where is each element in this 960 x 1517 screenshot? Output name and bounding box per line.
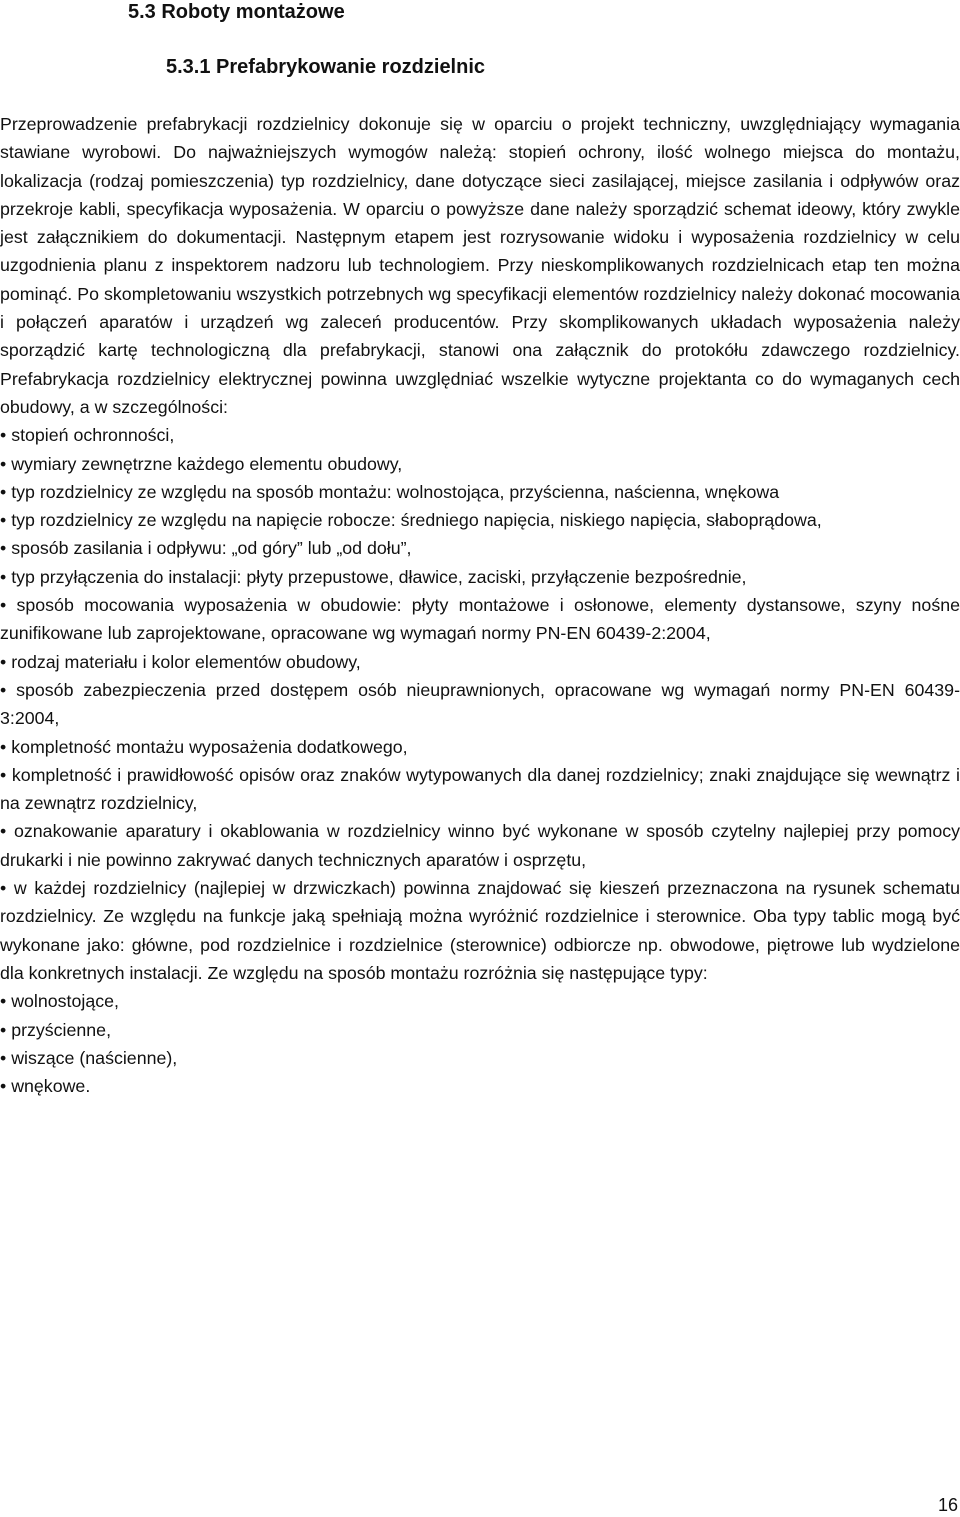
mounting-type-item-text: przyścienne,: [11, 1019, 112, 1040]
page-number: 16: [937, 1495, 958, 1515]
bullet-icon: •: [0, 1047, 7, 1068]
bullet-icon: •: [0, 481, 7, 502]
mounting-type-item: [0, 1016, 960, 1044]
mounting-type-item-text: wnękowe.: [11, 1076, 91, 1097]
requirement-item: [0, 534, 960, 562]
requirement-item-text: typ przyłączenia do instalacji: płyty przepustowe, dławice, zaciski, przyłączenie bezpośrednie,: [11, 566, 747, 587]
requirement-item: [0, 421, 960, 449]
mounting-type-item: [0, 1072, 960, 1100]
requirement-item: [0, 450, 960, 478]
requirement-item-text: wymiary zewnętrzne każdego elementu obudowy,: [11, 453, 403, 474]
requirement-item-text: kompletność montażu wyposażenia dodatkowego,: [11, 736, 408, 757]
mounting-type-item: [0, 987, 960, 1015]
body-text: [0, 110, 960, 1100]
bullet-icon: •: [0, 425, 7, 446]
requirement-item-text: typ rozdzielnicy ze względu na sposób montażu: wolnostojąca, przyścienna, naścienna, wnękowa: [11, 481, 780, 502]
requirement-item: [0, 648, 960, 676]
section-heading: 5.3 Roboty montażowe: [128, 1, 345, 23]
mounting-type-item-text: wiszące (naścienne),: [11, 1047, 178, 1068]
bullet-icon: •: [0, 736, 7, 757]
requirement-item-text: rodzaj materiału i kolor elementów obudowy,: [11, 651, 361, 672]
requirement-item-text: kompletność i prawidłowość opisów oraz znaków wytypowanych dla danej rozdzielnicy; znaki znajdujące się wewnątrz i na zewnątrz rozdzielnicy,: [0, 764, 960, 814]
mounting-types-list: [0, 987, 960, 1100]
intro-paragraph: Przeprowadzenie prefabrykacji rozdzielnicy dokonuje się w oparciu o projekt techniczny, uwzględniający wymagania stawiane wyrobowi. Do najważniejszych wymogów należą: stopień ochrony, ilość wolnego miejsca do montażu, lokalizacja (rodzaj pomieszczenia) typ rozdzielnicy, dane dotyczące sieci zasilającej, miejsce zasilania i odpływów oraz przekroje kabli, specyfikacja wyposażenia. W oparciu o powyższe dane należy sporządzić schemat ideowy, który zwykle jest załącznikiem do dokumentacji. Następnym etapem jest rozrysowanie widoku i wyposażenia rozdzielnicy w celu uzgodnienia planu z inspektorem nadzoru lub technologiem. Przy nieskomplikowanych rozdzielnicach etap ten można pominąć. Po skompletowaniu wszystkich potrzebnych wg specyfikacji elementów rozdzielnicy należy dokonać mocowania i połączeń aparatów i urządzeń wg zaleceń producentów. Przy skomplikowanych układach wyposażenia należy sporządzić kartę technologiczną dla prefabrykacji, stanowi ona załącznik do protokółu zdawczego rozdzielnicy. Prefabrykacja rozdzielnicy elektrycznej powinna uwzględniać wszelkie wytyczne projektanta co do wymaganych cech obudowy, a w szczególności:: [0, 114, 960, 417]
requirement-item-text: sposób mocowania wyposażenia w obudowie: płyty montażowe i osłonowe, elementy dystansowe, szyny nośne zunifikowane lub zaprojektowane, opracowane wg wymagań normy PN-EN 60439-2:2004,: [0, 595, 960, 644]
requirement-item-text: sposób zabezpieczenia przed dostępem osób nieuprawnionych, opracowane wg wymagań normy PN-EN 60439-3:2004,: [0, 679, 960, 729]
requirement-item: [0, 591, 960, 648]
requirement-item: [0, 817, 960, 874]
requirement-item: [0, 478, 960, 506]
requirement-item: [0, 761, 960, 818]
requirements-list: [0, 421, 960, 987]
bullet-icon: •: [0, 878, 7, 899]
subsection-heading: 5.3.1 Prefabrykowanie rozdzielnic: [166, 56, 486, 78]
mounting-type-item-text: wolnostojące,: [11, 991, 119, 1012]
requirement-item-text: stopień ochronności,: [11, 425, 175, 446]
requirement-item-text: typ rozdzielnicy ze względu na napięcie robocze: średniego napięcia, niskiego napięcia, słaboprądowa,: [11, 510, 822, 531]
requirement-item: [0, 506, 960, 534]
requirement-item: [0, 874, 960, 987]
requirement-item: [0, 733, 960, 761]
bullet-icon: •: [0, 566, 7, 587]
bullet-icon: •: [0, 764, 7, 785]
bullet-icon: •: [0, 651, 7, 672]
bullet-icon: •: [0, 1076, 7, 1097]
requirement-item-text: oznakowanie aparatury i okablowania w rozdzielnicy winno być wykonane w sposób czytelny najlepiej przy pomocy drukarki i nie powinno zakrywać danych technicznych aparatów i osprzętu,: [0, 821, 960, 870]
bullet-icon: •: [0, 1019, 7, 1040]
bullet-icon: •: [0, 453, 7, 474]
mounting-type-item: [0, 1044, 960, 1072]
bullet-icon: •: [0, 538, 7, 559]
requirement-item-text: sposób zasilania i odpływu: „od góry” lub „od dołu”,: [11, 538, 412, 559]
bullet-icon: •: [0, 991, 7, 1012]
bullet-icon: •: [0, 821, 7, 842]
bullet-icon: •: [0, 510, 7, 531]
bullet-icon: •: [0, 595, 7, 616]
requirement-item: [0, 563, 960, 591]
requirement-item: [0, 676, 960, 733]
bullet-icon: •: [0, 679, 7, 700]
requirement-item-text: w każdej rozdzielnicy (najlepiej w drzwiczkach) powinna znajdować się kieszeń przeznaczona na rysunek schematu rozdzielnicy. Ze względu na funkcje jaką spełniają można wyróżnić rozdzielnice i sterownice. Oba typy tablic mogą być wykonane jako: główne, pod rozdzielnice i rozdzielnice (sterownice) odbiorcze np. obwodowe, piętrowe lub wydzielone dla konkretnych instalacji. Ze względu na sposób montażu rozróżnia się następujące typy:: [0, 878, 960, 983]
